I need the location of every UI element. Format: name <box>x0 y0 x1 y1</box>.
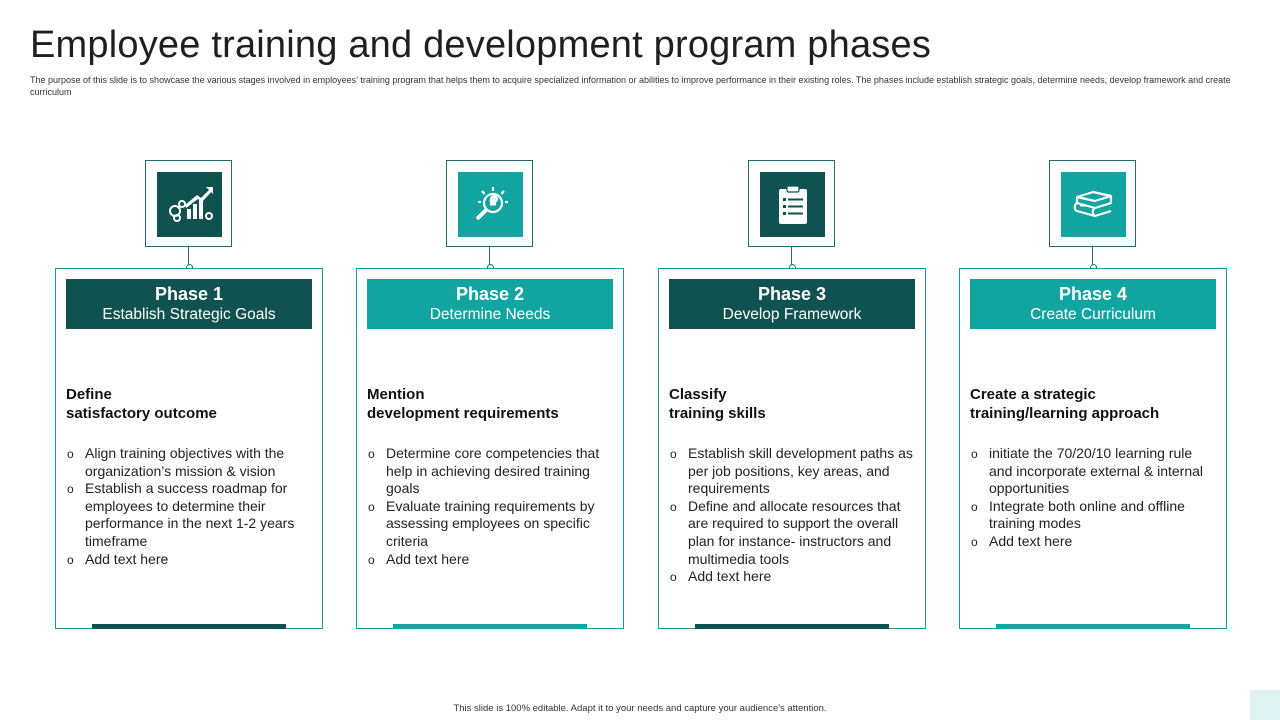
phase-3-label: Phase 3 <box>757 284 827 304</box>
list-item: o Establish skill development paths as per job positions, key areas, and requirements <box>669 445 915 498</box>
list-item: o Integrate both online and offline training modes <box>970 498 1216 533</box>
phase-4-icon-frame <box>1049 160 1136 247</box>
phase-1-card <box>55 268 323 629</box>
growth-chart-gears-icon <box>157 172 222 237</box>
list-item: o Align training objectives with the organization’s mission & vision <box>66 445 312 480</box>
phase-3-header <box>669 279 915 329</box>
phase-4-card <box>959 268 1227 629</box>
list-item: o Add text here <box>66 551 312 569</box>
phase-4-heading: Create a strategic training/learning approach <box>970 386 1160 422</box>
phase-2-card <box>356 268 624 629</box>
phase-1-header <box>66 279 312 329</box>
phase-2-heading: Mention development requirements <box>367 386 559 422</box>
list-item: o Add text here <box>669 568 915 586</box>
phase-2-bullet-list <box>367 445 613 568</box>
phase-2-icon-frame <box>446 160 533 247</box>
phase-3-bottom-bar <box>695 624 889 629</box>
phase-1-bottom-bar <box>92 624 286 629</box>
phase-4-name: Create Curriculum <box>1030 306 1156 323</box>
phase-1-bullet-list <box>66 445 312 568</box>
lightbulb-magnifier-icon <box>458 172 523 237</box>
phase-4-column <box>959 160 1227 630</box>
list-item: o Determine core competencies that help in achieving desired training goals <box>367 445 613 498</box>
phase-2-label: Phase 2 <box>455 284 525 304</box>
slide-footer: This slide is 100% editable. Adapt it to your needs and capture your audience's attention. <box>453 703 827 714</box>
phase-1-name: Establish Strategic Goals <box>102 306 276 323</box>
phase-2-bottom-bar <box>393 624 587 629</box>
phase-3-heading: Classify training skills <box>669 386 766 422</box>
phase-1-icon-frame <box>145 160 232 247</box>
phase-1-label: Phase 1 <box>154 284 224 304</box>
slide-subtitle: The purpose of this slide is to showcase the various stages involved in employees’ training program that helps them to acquire specialized information or abilities to improve performance in their existing roles. The phases include establish strategic goals, determine needs, develop framework and create curriculum <box>30 75 1231 97</box>
phase-4-bullet-list <box>970 445 1216 551</box>
slide-title: Employee training and development program phases <box>30 24 932 66</box>
phase-3-icon-frame <box>748 160 835 247</box>
list-item: o Add text here <box>970 533 1216 551</box>
phase-1-column <box>55 160 323 630</box>
phase-4-label: Phase 4 <box>1058 284 1128 304</box>
phase-3-card <box>658 268 926 629</box>
corner-decoration <box>1250 690 1280 720</box>
phase-4-bottom-bar <box>996 624 1190 629</box>
list-item: o initiate the 70/20/10 learning rule and incorporate external & internal opportunities <box>970 445 1216 498</box>
list-item: o Establish a success roadmap for employees to determine their performance in the next 1-2 years timeframe <box>66 480 312 550</box>
books-stack-icon <box>1061 172 1126 237</box>
phase-2-header <box>367 279 613 329</box>
clipboard-checklist-icon <box>760 172 825 237</box>
list-item: o Evaluate training requirements by assessing employees on specific criteria <box>367 498 613 551</box>
phase-1-heading: Define satisfactory outcome <box>66 386 217 422</box>
phase-3-name: Develop Framework <box>722 306 862 323</box>
list-item: o Define and allocate resources that are required to support the overall plan for instance- instructors and multimedia tools <box>669 498 915 568</box>
phase-4-header <box>970 279 1216 329</box>
phase-2-column <box>356 160 624 630</box>
phase-2-name: Determine Needs <box>429 306 551 323</box>
list-item: o Add text here <box>367 551 613 569</box>
phase-3-bullet-list <box>669 445 915 586</box>
phase-3-column <box>658 160 926 630</box>
